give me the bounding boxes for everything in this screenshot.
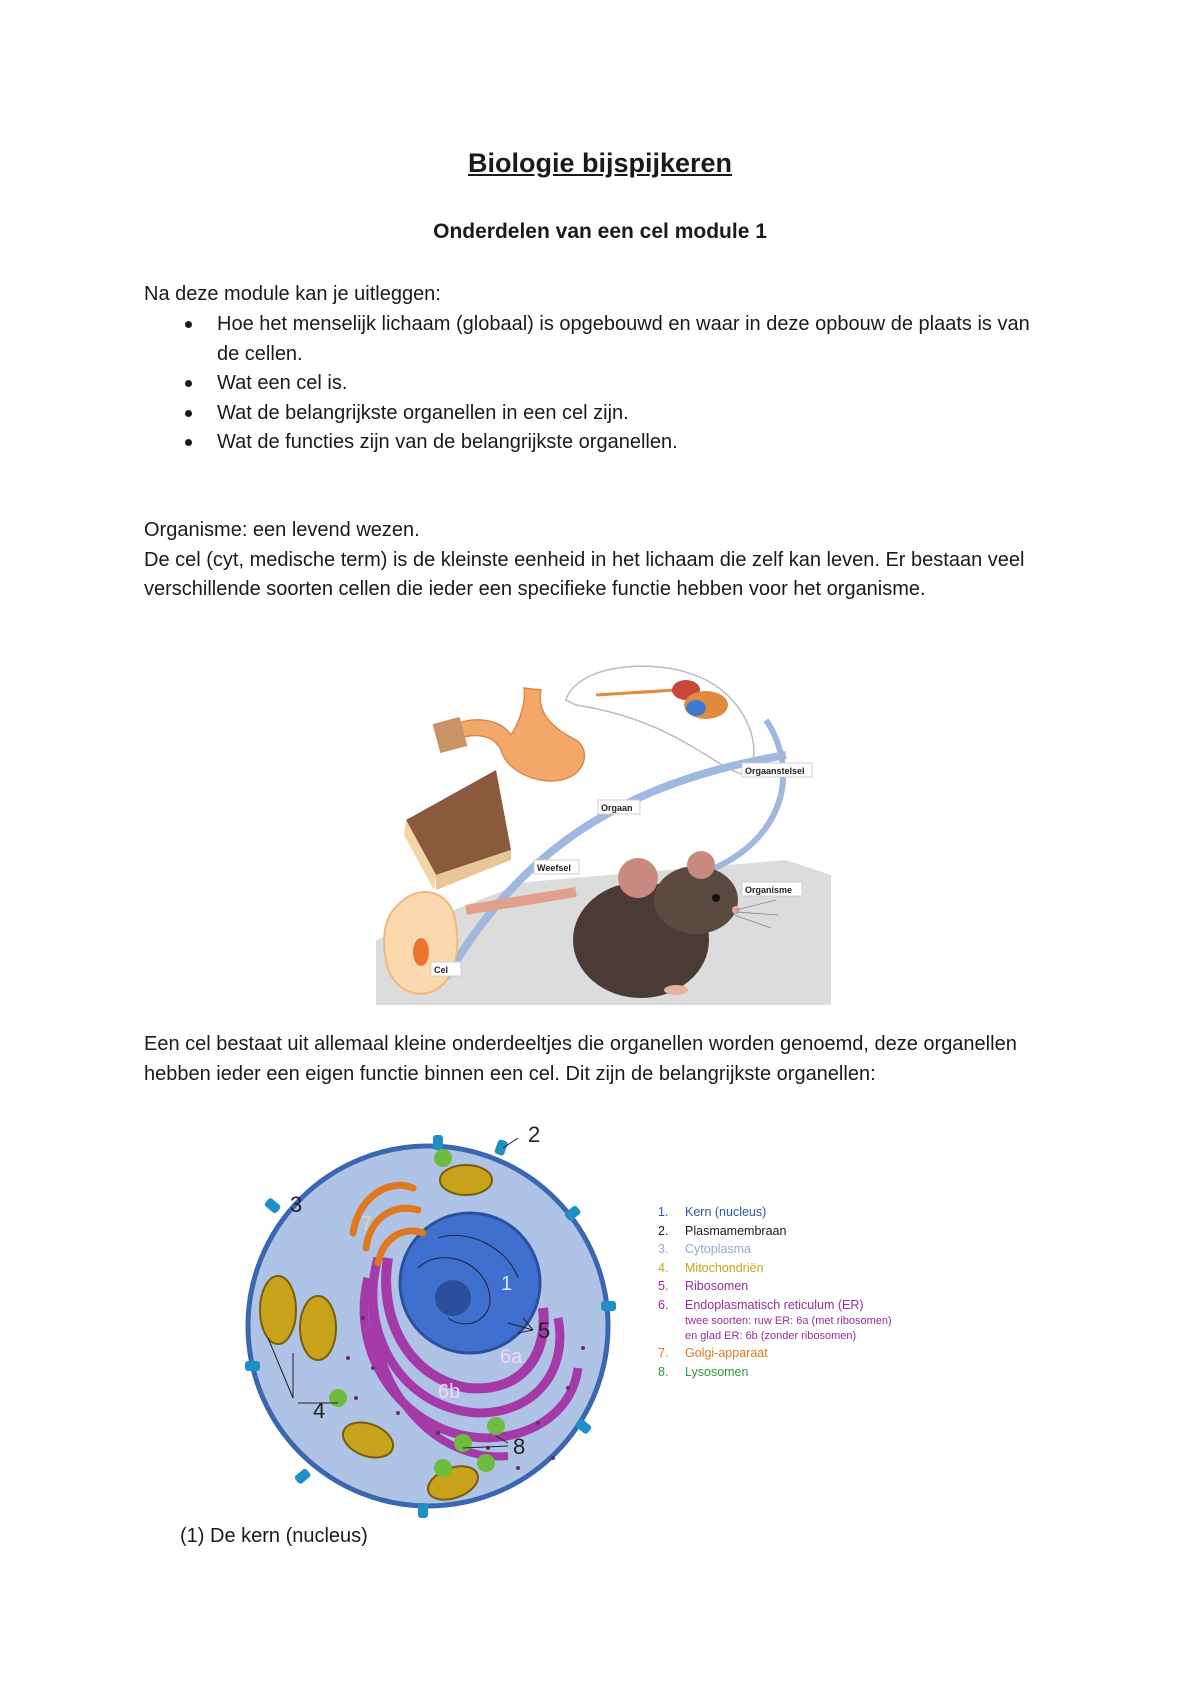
- marker-6a: 6a: [500, 1346, 523, 1368]
- marker-3: 3: [290, 1192, 303, 1217]
- objectives-list: [144, 310, 1064, 458]
- legend-label: Ribosomen: [685, 1279, 749, 1293]
- organelles-paragraph: Een cel bestaat uit allemaal kleine onderdeeltjes die organellen worden genoemd, deze organellen hebben ieder een eigen functie binnen een cel. Dit zijn de belangrijkste organellen:: [144, 1033, 1017, 1085]
- legend-number: 4.: [658, 1260, 669, 1275]
- legend-label: Kern (nucleus): [685, 1205, 767, 1219]
- marker-7: 7: [361, 1213, 373, 1235]
- intro-text: Na deze module kan je uitleggen:: [144, 283, 441, 305]
- cell-legend: [658, 1203, 892, 1381]
- label-cel: Cel: [434, 965, 449, 975]
- legend-number: 8.: [658, 1364, 669, 1379]
- list-item: Wat een cel is.: [144, 369, 1064, 399]
- hierarchy-figure: [376, 660, 831, 1005]
- organ-system-icon: [566, 666, 754, 775]
- label-weefsel: Weefsel: [537, 863, 571, 873]
- legend-number: 2.: [658, 1223, 669, 1238]
- marker-5: 5: [538, 1318, 551, 1343]
- er-note: twee soorten: ruw ER: 6a (met ribosomen): [685, 1315, 892, 1327]
- legend-item: [658, 1296, 892, 1315]
- marker-8: 8: [513, 1434, 526, 1459]
- legend-item: [658, 1240, 892, 1259]
- legend-label: Golgi-apparaat: [685, 1346, 768, 1360]
- list-item: Wat de belangrijkste organellen in een cel zijn.: [144, 399, 1064, 429]
- legend-number: 1.: [658, 1205, 669, 1219]
- legend-item: [658, 1277, 892, 1296]
- legend-item: [658, 1363, 892, 1382]
- list-item: Hoe het menselijk lichaam (globaal) is opgebouwd en waar in deze opbouw de plaats is van de cellen.: [144, 310, 1057, 369]
- marker-4: 4: [313, 1398, 326, 1423]
- organism-paragraph: [144, 516, 1044, 605]
- section-heading-nucleus: (1) De kern (nucleus): [180, 1525, 368, 1547]
- stomach-icon: [433, 688, 585, 781]
- er-note: en glad ER: 6b (zonder ribosomen): [685, 1330, 857, 1342]
- legend-item: [658, 1203, 892, 1222]
- legend-item: [658, 1259, 892, 1278]
- module-subtitle: Onderdelen van een cel module 1: [433, 220, 767, 243]
- legend-number: 5.: [658, 1279, 669, 1293]
- legend-label: Cytoplasma: [685, 1242, 751, 1256]
- legend-number: 3.: [658, 1242, 669, 1256]
- label-orgaanstelsel: Orgaanstelsel: [745, 766, 805, 776]
- marker-1: 1: [501, 1273, 513, 1295]
- cell-icon: [384, 892, 457, 994]
- label-organisme: Organisme: [745, 885, 793, 895]
- legend-label: Endoplasmatisch reticulum (ER): [685, 1297, 864, 1312]
- organism-definition: Organisme: een levend wezen.: [144, 519, 420, 541]
- cell-definition: De cel (cyt, medische term) is de kleinste eenheid in het lichaam die zelf kan leven. Er bestaan veel verschillende soorten cellen die ieder een specifieke functie hebben voor het organisme.: [144, 548, 1025, 600]
- legend-label: Lysosomen: [685, 1364, 749, 1379]
- tissue-icon: [404, 770, 511, 890]
- list-item: Wat de functies zijn van de belangrijkste organellen.: [144, 428, 1064, 458]
- nucleolus: [435, 1280, 471, 1316]
- legend-item: [658, 1344, 892, 1363]
- legend-number: 6.: [658, 1297, 669, 1312]
- cell-diagram: [238, 1118, 628, 1518]
- legend-number: 7.: [658, 1346, 669, 1360]
- marker-6b: 6b: [438, 1381, 461, 1403]
- legend-label: Mitochondriën: [685, 1260, 764, 1275]
- legend-label: Plasmamembraan: [685, 1223, 787, 1238]
- marker-2: 2: [528, 1122, 541, 1147]
- label-orgaan: Orgaan: [601, 803, 633, 813]
- document-title: Biologie bijspijkeren: [467, 148, 733, 178]
- legend-item: [658, 1222, 892, 1241]
